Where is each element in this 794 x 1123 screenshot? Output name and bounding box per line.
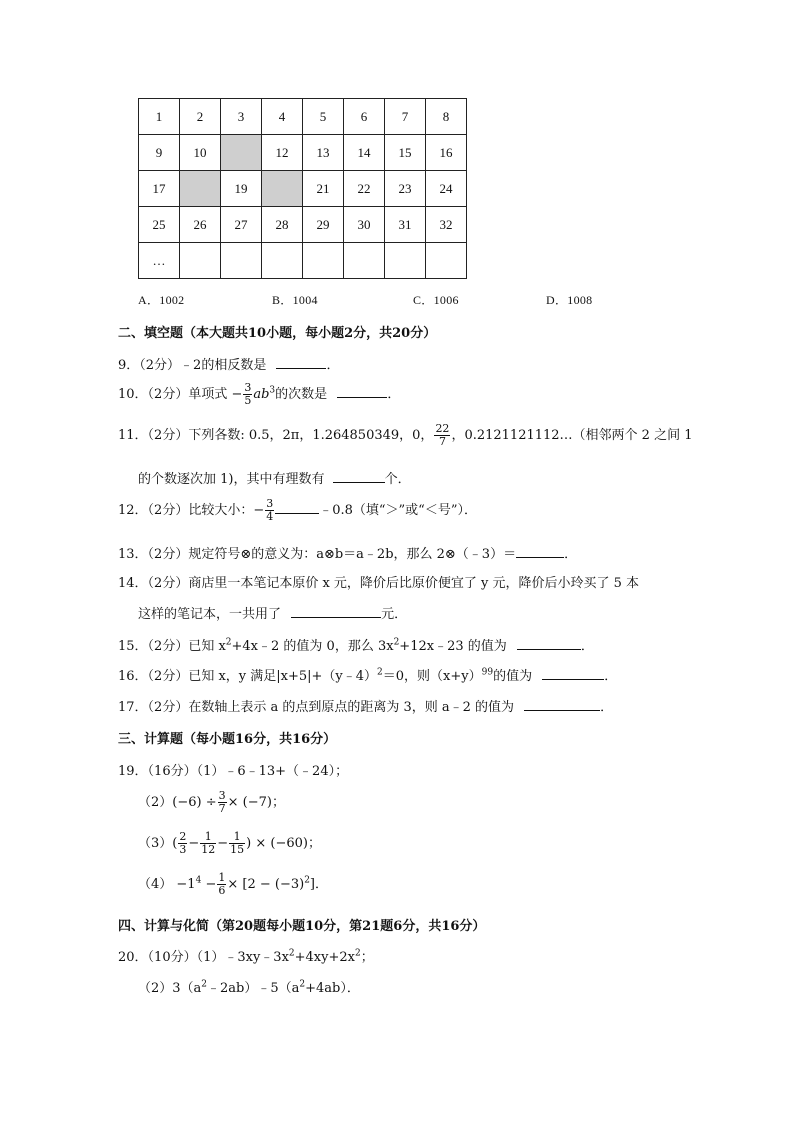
q10-var: ab: [253, 387, 270, 402]
grid-cell: 26: [180, 207, 221, 243]
question-19-part1: 19．（16分）（1）﹣6﹣13+（﹣24）；: [118, 764, 349, 779]
answer-blank: [333, 470, 385, 483]
grid-cell: 30: [344, 207, 385, 243]
question-9: [118, 354, 339, 373]
grid-cell-shaded: [180, 171, 221, 207]
grid-cell: [262, 243, 303, 279]
question-19-part2: （2）(−6) ÷ $\frac{3}{7}$ × (−7)；: [138, 789, 285, 815]
grid-cell: 27: [221, 207, 262, 243]
grid-cell: [385, 243, 426, 279]
fraction: $\frac{3}{5}$: [244, 381, 252, 407]
grid-cell-shaded: [221, 135, 262, 171]
question-11-line2: 的个数逐次加 1)，其中有理数有 个．: [138, 472, 411, 487]
grid-cell: 23: [385, 171, 426, 207]
grid-row: [139, 135, 467, 171]
question-17: 17．（2分）在数轴上表示 a 的点到原点的距离为 3，则 a﹣2 的值为 ．: [118, 700, 614, 715]
grid-cell: [303, 243, 344, 279]
grid-cell: 31: [385, 207, 426, 243]
grid-cell: 17: [139, 171, 180, 207]
choice-c: C．1006: [413, 293, 459, 307]
grid-row: [139, 207, 467, 243]
question-14: 14．（2分）商店里一本笔记本原价 x 元，降价后比原价便宜了 y 元，降价后小玲买了 5 本: [118, 576, 640, 591]
choice-a: A．1002: [138, 293, 185, 307]
fraction: $\frac{1}{6}$: [218, 871, 226, 897]
question-13: 13．（2分）规定符号⊗的意义为：a⊗b＝a﹣2b，那么 2⊗（﹣3）＝ ．: [118, 547, 578, 562]
grid-cell: 28: [262, 207, 303, 243]
grid-cell: [180, 243, 221, 279]
grid-cell-shaded: [262, 171, 303, 207]
answer-blank: [516, 545, 564, 558]
grid-cell: 29: [303, 207, 344, 243]
grid-cell: 3: [221, 99, 262, 135]
grid-cell: 10: [180, 135, 221, 171]
fraction: $\frac{3}{7}$: [218, 789, 226, 815]
fraction: $\frac{1}{15}$: [230, 830, 245, 856]
q10-text: 10．（2分）单项式 −: [118, 387, 243, 402]
grid-cell: 15: [385, 135, 426, 171]
q10-text-b: 的次数是: [275, 387, 328, 402]
question-20-part2: $(2)3(a^2﹣2ab)﹣5(a^2+4ab)$．: [138, 979, 360, 996]
grid-cell: 12: [262, 135, 303, 171]
q11-text-b: ，0.2121121112…（相邻两个 2 之间 1: [451, 428, 693, 443]
answer-blank: [291, 605, 381, 618]
grid-cell: 24: [426, 171, 467, 207]
grid-cell: [221, 243, 262, 279]
section-4-heading: 四、计算与化简（第20题每小题10分，第21题6分，共16分）: [118, 919, 486, 934]
question-14-line2: 这样的笔记本，一共用了 元．: [138, 607, 408, 622]
section-2-heading: 二、填空题（本大题共10小题，每小题2分，共20分）: [118, 326, 437, 341]
question-12: 12．（2分）比较大小：− $\frac{3}{4}$ ﹣0.8（填“＞”或“＜号”）．: [118, 497, 477, 523]
question-11: [118, 423, 693, 448]
fraction: $\frac{1}{12}$: [201, 830, 216, 856]
q12-text: 12．（2分）比较大小：−: [118, 503, 265, 518]
question-10: 10．（2分）单项式 − $\frac{3}{5}$ $ab^3$的次数是 ．: [118, 381, 401, 407]
grid-row: [139, 243, 467, 279]
grid-row: [139, 99, 467, 135]
grid-cell: 1: [139, 99, 180, 135]
fraction: $\frac{22}{7}$: [435, 422, 450, 448]
grid-cell: 8: [426, 99, 467, 135]
grid-cell: 14: [344, 135, 385, 171]
q9-text: 9．（2分）﹣2的相反数是: [118, 358, 267, 373]
grid-row: [139, 171, 467, 207]
grid-cell: …: [139, 243, 180, 279]
choice-d: D．1008: [546, 293, 593, 307]
answer-blank: [517, 637, 581, 650]
answer-blank: [524, 698, 600, 711]
grid-cell: 6: [344, 99, 385, 135]
section-3-heading: 三、计算题（每小题16分，共16分）: [118, 732, 337, 747]
answer-blank: [275, 501, 319, 514]
question-19-part3: （3）( $\frac{2}{3}$ − $\frac{1}{12}$ − $\frac{1}{15}$ ) × (−60)；: [138, 830, 321, 856]
grid-cell: [426, 243, 467, 279]
question-20-part1: 20．（10分）$(1)﹣3xy﹣3x^2+4xy+2x^2$；: [118, 948, 374, 965]
fraction: $\frac{3}{4}$: [266, 497, 274, 523]
grid-cell: 19: [221, 171, 262, 207]
grid-cell: [344, 243, 385, 279]
question-15: 15．（2分）已知 $x^2+4x﹣2$ 的值为 0，那么 $3x^2+12x﹣23$ 的值为 ．: [118, 637, 594, 654]
grid-cell: 25: [139, 207, 180, 243]
number-grid: [138, 98, 467, 279]
grid-cell: 9: [139, 135, 180, 171]
question-19-part4: $(4) -1^4$ − $\frac{1}{6}$ × $[2 - (-3)^2]$．: [138, 871, 328, 897]
q11-text: 11．（2分）下列各数: 0.5，2π，1.264850349，0，: [118, 428, 434, 443]
q9-end: ．: [326, 358, 340, 373]
grid-cell: 16: [426, 135, 467, 171]
grid-cell: 5: [303, 99, 344, 135]
grid-cell: 13: [303, 135, 344, 171]
fraction: $\frac{2}{3}$: [179, 830, 187, 856]
grid-cell: 2: [180, 99, 221, 135]
grid-cell: 4: [262, 99, 303, 135]
answer-blank: [542, 667, 604, 680]
choice-b: B．1004: [272, 293, 318, 307]
answer-blank: [276, 356, 326, 369]
grid-cell: 32: [426, 207, 467, 243]
grid-cell: 22: [344, 171, 385, 207]
question-16: 16．（2分）已知 x，y 满足|x+5|+（y﹣4）$^2$＝0，则$(x+y)^{99}$的值为 ．: [118, 667, 618, 684]
grid-cell: 7: [385, 99, 426, 135]
answer-blank: [337, 385, 387, 398]
grid-cell: 21: [303, 171, 344, 207]
